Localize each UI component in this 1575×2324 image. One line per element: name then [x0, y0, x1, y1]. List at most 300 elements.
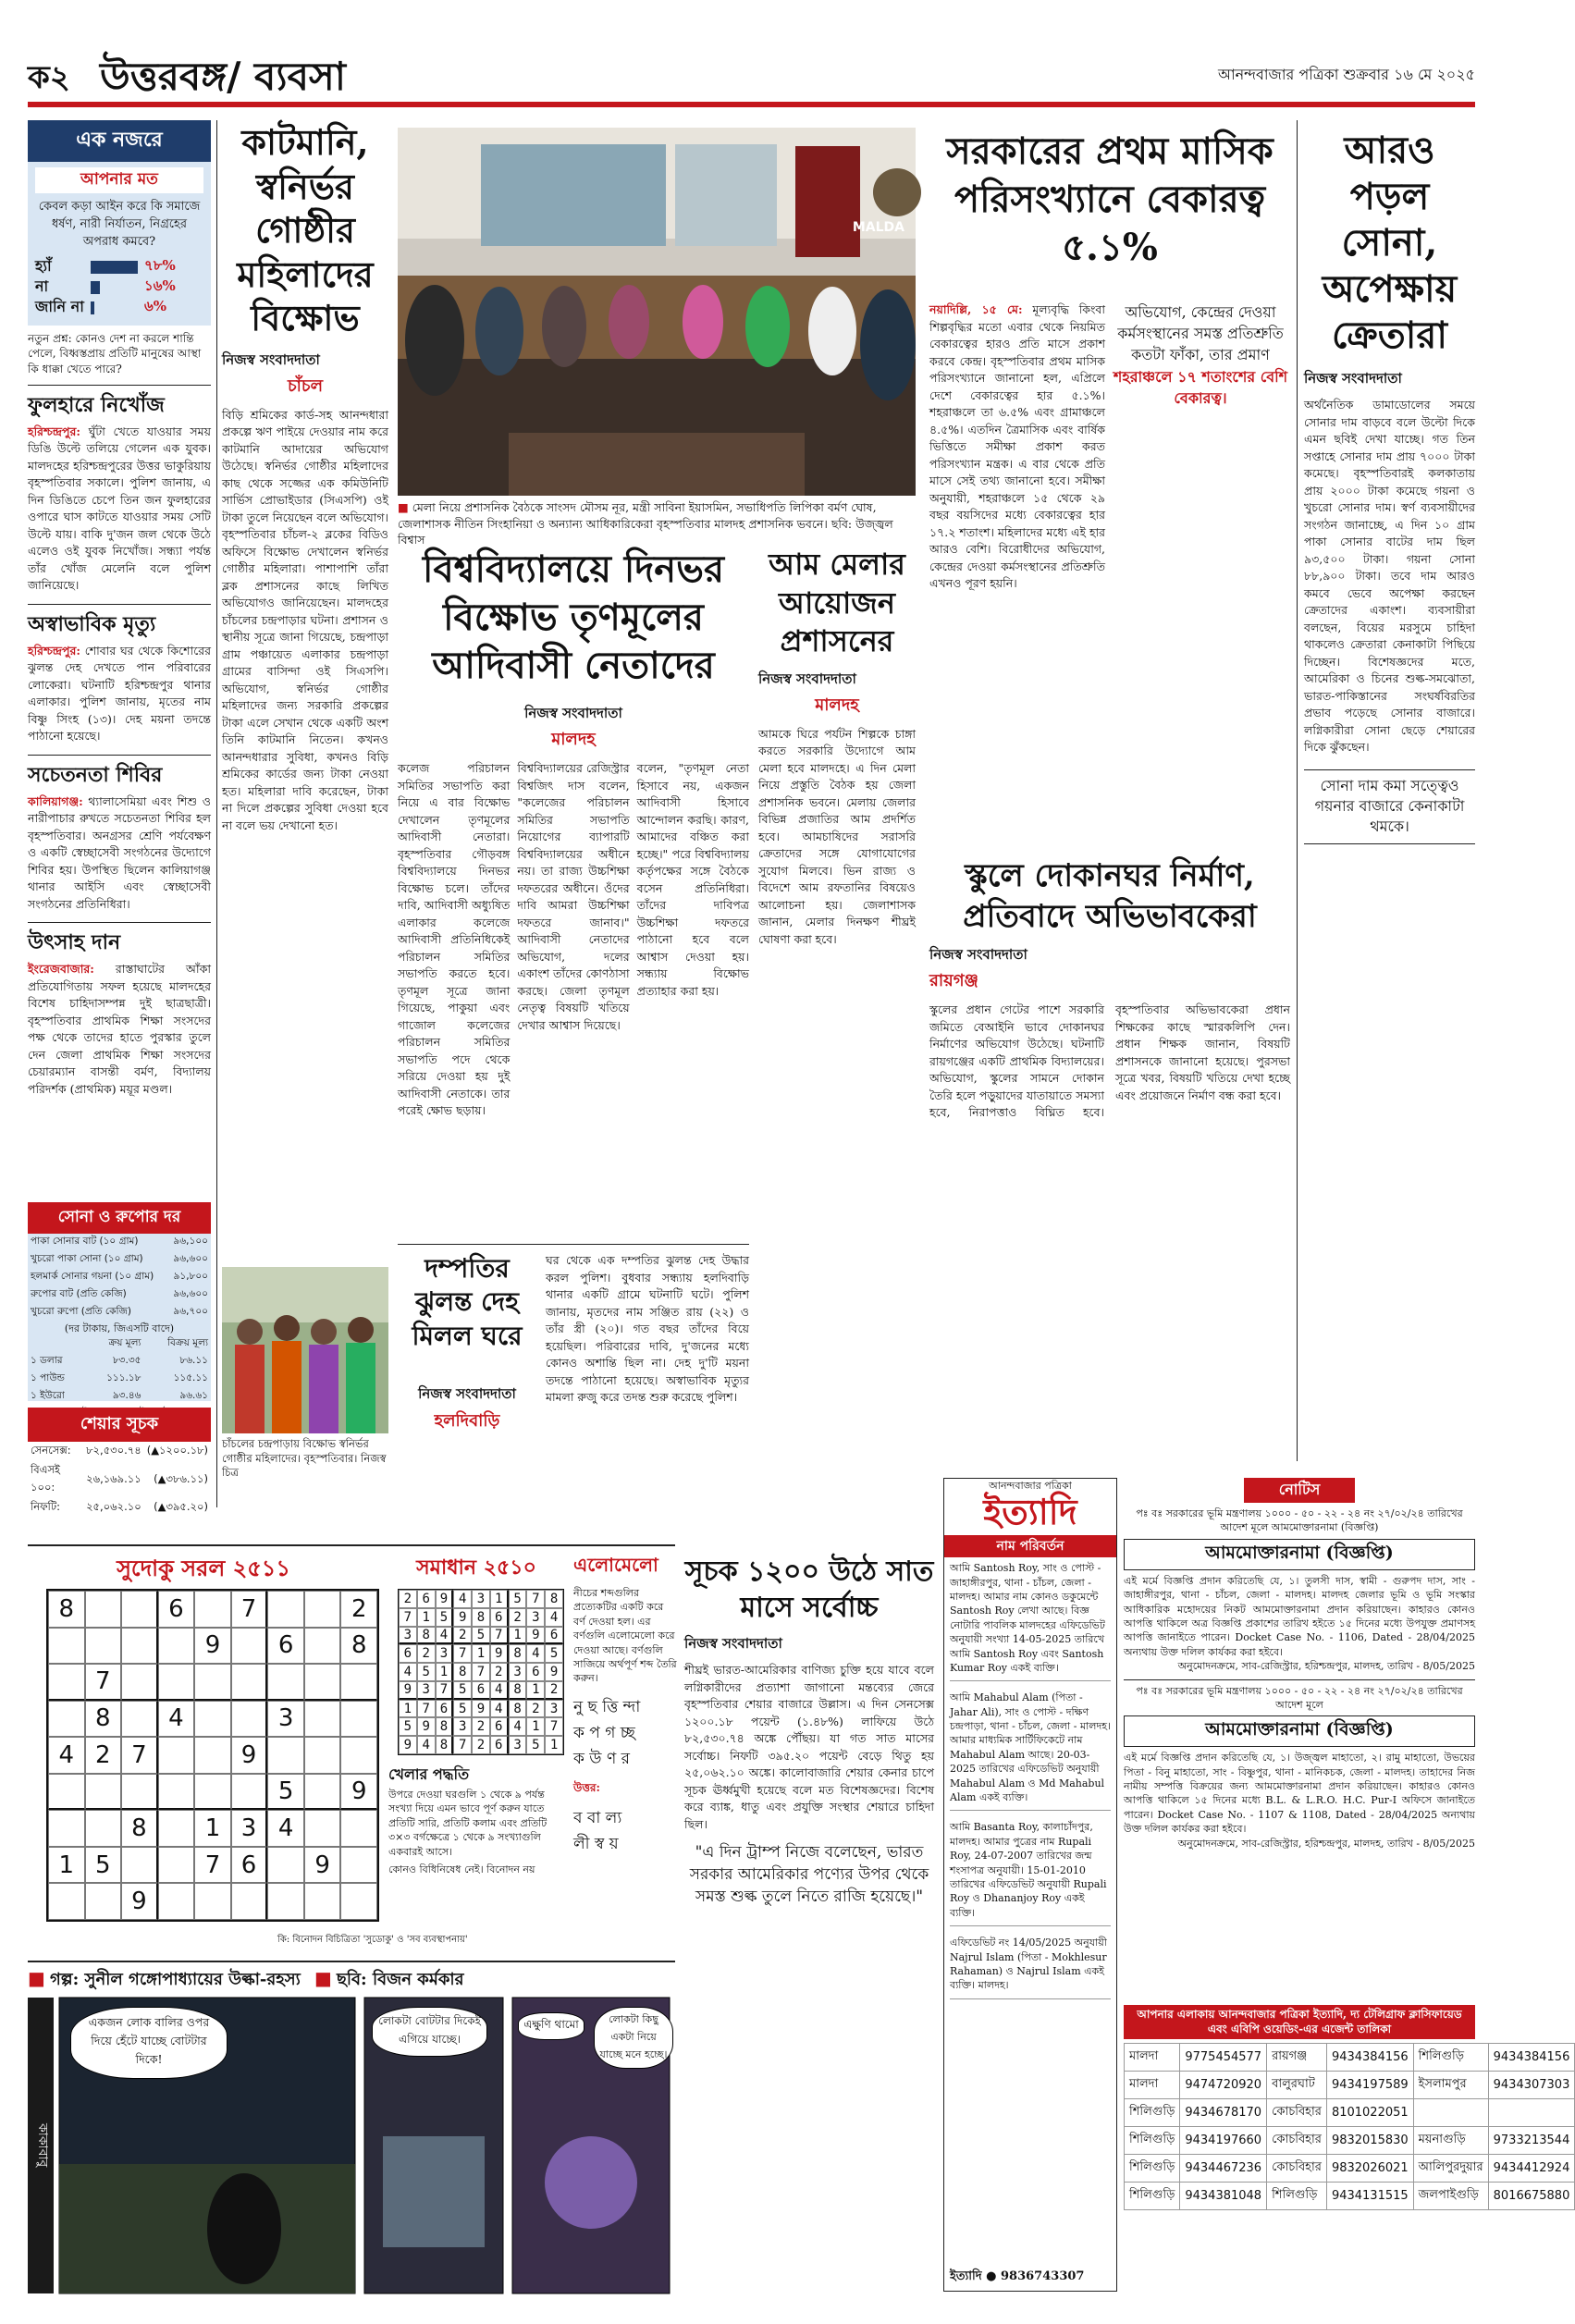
sudoku-cell: 6: [267, 1628, 304, 1665]
solution-cell: 7: [399, 1608, 417, 1627]
solution-cell: 9: [526, 1627, 545, 1645]
fx-row-cell: ১ পাউন্ড: [31, 1372, 65, 1384]
solution-cell: 5: [399, 1717, 417, 1736]
solution-cell: 5: [453, 1681, 472, 1700]
mango-dateline: মালদহ: [815, 695, 859, 715]
school-body: স্কুলের প্রধান গেটের পাশে সরকারি জমিতে বেআইনি ভাবে দোকানঘর নির্মাণের অভিযোগ উঠেছে। ঘটনাটি রায়গঞ্জের একটি প্রাথমিক বিদ্যালয়ের। অভিযোগ, স্কুলের সামনে দোকান তৈরি হলে পড়ুয়াদের যাতায়াতে সমস্যা হবে, নিরাপত্তাও বিঘ্নিত হবে। বৃহস্পতিবার অভিভাবকেরা প্রধান শিক্ষকের কাছে স্মারকলিপি দেন। প্রধান শিক্ষক জানান, বিষয়টি প্রশাসনকে জানানো হয়েছে। পুরসভা সূত্রে খবর, বিষয়টি খতিয়ে দেখা হচ্ছে এবং প্রয়োজনে নির্মাণ বন্ধ করা হবে।: [929, 1002, 1290, 1120]
poll-note: নতুন প্রশ্ন: কোনও দেশ না করলে শান্তি পেলে, বিধ্বস্তপ্রায় প্রতিটি মানুষের আস্থা কি ধাক্কা খেতে পারে?: [28, 331, 202, 376]
sudoku-cell: [304, 1774, 341, 1811]
sudoku-cell: [267, 1591, 304, 1628]
solution-grid: [398, 1589, 564, 1755]
share-row-cell: (▲১২০০.১৮): [146, 1444, 208, 1457]
sudoku-cell: [194, 1737, 231, 1774]
solution-cell: 9: [453, 1608, 472, 1627]
sudoku-cell: [158, 1847, 195, 1884]
malda-sign: MALDA: [852, 220, 904, 235]
share-row-cell: (▲৩৮৬.১১): [154, 1471, 208, 1485]
fx-header-row-cell: বিক্রয় মূল্য: [167, 1337, 208, 1349]
sudoku-cell: [85, 1810, 122, 1847]
contact-place: মালদা: [1125, 2072, 1180, 2099]
sensex-headline: সূচক ১২০০ উঠে সাত মাসে সর্বোচ্চ: [684, 1555, 934, 1624]
header-rule: [28, 102, 1475, 107]
contact-phone: [1488, 2099, 1575, 2127]
sudoku-cell: [194, 1664, 231, 1701]
notice-sign2: অনুমোদনক্রমে, সাব-রেজিস্ট্রার, হরিশ্চন্দ্রপুর, মালদহ, তারিখ - 8/05/2025: [1177, 1837, 1475, 1850]
sudoku-cell: 8: [85, 1701, 122, 1738]
hanging-story: [398, 1244, 749, 1494]
puzzle-rule: [28, 1544, 675, 1546]
gold-row: [28, 1251, 211, 1269]
sudoku-cell: 4: [267, 1810, 304, 1847]
share-row: [28, 1461, 211, 1498]
solution-title: সমাধান ২৫১০: [416, 1555, 536, 1580]
comic-header: ■ গল্প: সুনীল গঙ্গোপাধ্যায়ের উল্কা-রহস্য ■ ছবি: বিজন কর্মকার: [28, 1967, 464, 1989]
solution-cell: 1: [545, 1736, 563, 1754]
meeting-photo: [398, 128, 916, 496]
solution-cell: 8: [472, 1608, 490, 1627]
jumble-word: ব বা ল্য: [573, 1808, 622, 1827]
contacts-table: [1124, 2043, 1575, 2210]
sudoku-cell: 7: [85, 1664, 122, 1701]
sudoku-cell: [340, 1701, 377, 1738]
solution-cell: 1: [472, 1644, 490, 1663]
solution-cell: 6: [526, 1663, 545, 1681]
sudoku-cell: [158, 1774, 195, 1811]
sudoku-cell: 5: [267, 1774, 304, 1811]
solution-cell: 5: [417, 1663, 436, 1681]
solution-cell: 7: [526, 1590, 545, 1608]
solution-cell: 6: [490, 1608, 509, 1627]
contact-place: [1413, 2099, 1488, 2127]
solution-cell: 2: [545, 1681, 563, 1700]
sudoku-cell: [48, 1774, 85, 1811]
fx-row-cell: ৯৩.৪৬: [112, 1390, 142, 1402]
sudoku-cell: [85, 1591, 122, 1628]
notice-sub: আদেশ মূলে আমমোক্তারনামা (বিজ্ঞপ্তি): [1220, 1521, 1379, 1534]
sudoku-cell: [121, 1664, 158, 1701]
solution-cell: 6: [399, 1644, 417, 1663]
contact-phone: 9434467236: [1180, 2155, 1267, 2183]
solution-cell: 8: [509, 1681, 527, 1700]
brief-title: সচেতনতা শিবির: [28, 755, 211, 793]
brief-place: কালিয়াগঞ্জ:: [28, 793, 83, 808]
unemployment-pullquote: অভিযোগ, কেন্দ্রের দেওয়া কর্মসংস্থানের সমস্ত প্রতিশ্রুতি কতটা ফাঁকা, তার প্রমাণ: [1117, 303, 1284, 364]
unemployment-pullquote-red: শহরাঞ্চলে ১৭ শতাংশের বেশি বেকারত্ব।: [1113, 367, 1288, 407]
sudoku-cell: [85, 1628, 122, 1665]
solution-cell: 7: [453, 1736, 472, 1754]
contact-place: কোচবিহার: [1267, 2155, 1327, 2183]
contact-place: কোচবিহার: [1267, 2127, 1327, 2155]
solution-cell: 2: [509, 1608, 527, 1627]
contact-place: রায়গঞ্জ: [1267, 2044, 1327, 2072]
solution-cell: 3: [526, 1608, 545, 1627]
contact-phone: 9775454577: [1180, 2044, 1267, 2072]
solution-cell: 2: [453, 1627, 472, 1645]
sensex-byline: নিজস্ব সংবাদদাতা: [684, 1635, 782, 1652]
poll-bar: [91, 301, 94, 314]
contact-place: শিলিগুড়ি: [1125, 2127, 1180, 2155]
unemployment-body: মূল্যবৃদ্ধি কিংবা শিল্পবৃদ্ধির মতো এবার থেকে নিয়মিত বেকারত্বের হারও প্রতি মাসে প্রকাশ করবে কেন্দ্র। বৃহস্পতিবার প্রথম মাসিক পরিসংখ্যানে জানানো হল, এপ্রিলে দেশে বেকারত্বের হার ৫.১%। শহরাঞ্চলে তা ৬.৫% এবং গ্রামাঞ্চলে ৪.৫%। এতদিন ত্রৈমাসিক এবং বার্ষিক ভিত্তিতে সমীক্ষা প্রকাশ করত পরিসংখ্যান মন্ত্রক। এ বার থেকে প্রতি মাসে সেই তথ্য জানানো হবে। সমীক্ষা অনুযায়ী, শহরাঞ্চলে ১৫ থেকে ২৯ বছর বয়সিদের মধ্যে বেকারত্বের হার ১৭.২ শতাংশ। মহিলাদের মধ্যে এই হার আরও বেশি। বিরোধীদের অভিযোগ, কেন্দ্রের দেওয়া কর্মসংস্থানের প্রতিশ্রুতি এখনও পূরণ হয়নি।: [929, 302, 1106, 590]
solution-cell: 9: [399, 1736, 417, 1754]
sensex-body: শীঘ্রই ভারত-আমেরিকার বাণিজ্য চুক্তি হয়ে যাবে বলে লগ্নিকারীদের প্রত্যাশা জাগানো মন্তব্যের জেরে বৃহস্পতিবার শেয়ার বাজারে উল্লাস। এ দিন সেনসেক্স ১২০০.১৮ পয়েন্ট (১.৪৮%) লাফিয়ে উঠে ৮২,৫৩০.৭৪ অঙ্কে পৌঁছয়। যা গত সাত মাসের সর্বোচ্চ। নিফটি ৩৯৫.২০ পয়েন্ট বেড়ে থিতু হয় ২৫,০৬২.১০ অঙ্কে। কালোবাজারি শেয়ার কেনার চাপে সূচক ঊর্ধ্বমুখী হয়েছে বলে মত বিশেষজ্ঞদের। বিশেষ করে ব্যাঙ্ক, ধাতু এবং প্রযুক্তি সংস্থার শেয়ারে চাহিদা ছিল।: [684, 1663, 934, 1831]
rules-text: উপরে দেওয়া ঘরগুলি ১ থেকে ৯ পর্যন্ত সংখ্যা দিয়ে এমন ভাবে পূর্ণ করুন যাতে প্রতিটি সারি, প্রতিটি কলাম এবং প্রতিটি ৩×৩ বর্গক্ষেত্রে ১ থেকে ৯ সংখ্যাগুলি একবারই আসে।: [388, 1789, 548, 1858]
fx-row-cell: ১১৫.১১: [173, 1372, 208, 1384]
poll-option-label: না: [35, 277, 49, 296]
sudoku-cell: [158, 1737, 195, 1774]
contact-phone: 9832015830: [1326, 2127, 1413, 2155]
sudoku-cell: [304, 1737, 341, 1774]
brief-text: ঘুঁটা খেতে যাওয়ার সময় ডিঙি উল্টে তলিয়ে গেলেন এক যুবক। মালদহের হরিশ্চন্দ্রপুরের উত্তর ভাকুরিয়ায় বৃহস্পতিবার সকালে। পুলিশ জানায়, এ দিন ডিঙিতে চেপে তিন জন ফুলহারের ওপারে ঘাস কাটতে যাওয়ার সময় সেটি উল্টে যায়। বাকি দু'জন জল থেকে উঠে এলেও ওই যুবক নিখোঁজ। সন্ধ্যা পর্যন্ত তাঁর খোঁজ মেলেনি বলে পুলিশ জানিয়েছে।: [28, 424, 211, 593]
contact-phone: 9434307303: [1488, 2072, 1575, 2099]
solution-cell: 9: [472, 1700, 490, 1718]
tmc-col2: বিশ্ববিদ্যালয়ের রেজিস্ট্রার বিশ্বজিৎ দাস বলেন, "কলেজের পরিচালন সমিতির সভাপতি নিয়োগের ব্যাপারটি বিশ্ববিদ্যালয়ের অধীনে নয়। তা রাজ্য উচ্চশিক্ষা দফতরের অধীনে। ওঁদের দাবি আমরা উচ্চশিক্ষা দফতরে জানাব।" আদিবাসী নেতাদের অভিযোগ, দলের একাংশ তাঁদের কোণঠাসা করছে। জেলা তৃণমূল নেতৃত্ব বিষয়টি খতিয়ে দেখার আশ্বাস দিয়েছে।: [517, 761, 630, 1032]
contact-place: শিলিগুড়ি: [1125, 2183, 1180, 2210]
fx-header-row: [28, 1335, 211, 1353]
jumble-answer-label: উত্তর:: [573, 1780, 600, 1794]
gold-rates-table: [28, 1234, 211, 1322]
lead-body: বিড়ি শ্রমিকের কার্ড-সহ আনন্দধারা প্রকল্পে ঋণ পাইয়ে দেওয়ার নাম করে কাটমানি আদায়ের অভিযোগ উঠেছে। স্বনির্ভর গোষ্ঠীর মহিলাদের কাছ থেকে সজ্জের এক কমিউনিটি সার্ভিস প্রোভাইডার (সিএসপি) ওই টাকা তুলে নিয়েছেন বলে অভিযোগ। বৃহস্পতিবার চাঁচল-২ ব্লকের বিডিও অফিসে বিক্ষোভ দেখালেন স্বনির্ভর গোষ্ঠীর মহিলারা। পাশাপাশি তাঁরা ব্লক প্রশাসনের কাছে লিখিত অভিযোগও জানিয়েছেন। মালদহের চাঁচলের চন্দ্রপাড়ার ঘটনা। প্রশাসন ও স্থানীয় সূত্রে জানা গিয়েছে, চন্দ্রপাড়া গ্রাম পঞ্চায়েত এলাকার চন্দ্রপাড়া গ্রামের বাসিন্দা ওই সিএসপি। অভিযোগ, স্বনির্ভর গোষ্ঠীর মহিলাদের জন্য সরকারি প্রকল্পের টাকা এলে সেখান থেকে একটি অংশ তিনি কাটমানি নিতেন। কখনও আনন্দধারার সুবিধা, কখনও বিড়ি শ্রমিকের কার্ডের জন্য টাকা নেওয়া হত। মহিলারা দাবি করেছেন, টাকা না দিলে প্রকল্পের সুবিধা দেওয়া হবে না বলে ভয় দেখানো হত।: [222, 407, 388, 832]
solution-cell: 4: [490, 1700, 509, 1718]
solution-cell: 7: [453, 1644, 472, 1663]
sudoku-title: সুদোকু সরল ২৫১১: [117, 1555, 290, 1581]
caption-text: মেলা নিয়ে প্রশাসনিক বৈঠকে সাংসদ মৌসম নূর, মন্ত্রী সাবিনা ইয়াসমিন, সভাধিপতি লিপিকা বর্মণ ঘোষ, জেলাশাসক নীতিন সিংহানিয়া ও অন্যান্য আধিকারিকেরা বৃহস্পতিবার মালদহ প্রশাসনিক ভবনে। ছবি: উজ্জ্বল বিশ্বাস: [398, 500, 893, 547]
comic-strip: [28, 1998, 675, 2293]
sudoku-cell: 5: [85, 1847, 122, 1884]
solution-cell: 5: [545, 1644, 563, 1663]
sudoku-cell: 8: [48, 1591, 85, 1628]
sudoku-cell: [231, 1701, 268, 1738]
hanging-body: ঘর থেকে এক দম্পতির ঝুলন্ত দেহ উদ্ধার করল পুলিশ। বুধবার সন্ধ্যায় হলদিবাড়ি থানার একটি গ্রামে ঘটনাটি ঘটে। পুলিশ জানায়, মৃতদের নাম সঞ্জিত রায় (২২) ও তাঁর স্ত্রী (২০)। গত বছর তাঁদের বিয়ে হয়েছিল। পরিবারের দাবি, দু'জনের মধ্যে কোনও অশান্তি ছিল না। দেহ দু'টি ময়না তদন্তে পাঠানো হয়েছে। অস্বাভাবিক মৃত্যুর মামলা রুজু করে তদন্ত শুরু করেছে পুলিশ।: [546, 1253, 749, 1404]
jumble: [573, 1552, 677, 1940]
school-dateline: রায়গঞ্জ: [929, 971, 978, 991]
contact-row: [1125, 2155, 1575, 2183]
solution-cell: 8: [436, 1736, 454, 1754]
sudoku-cell: [158, 1628, 195, 1665]
contacts-title: আপনার এলাকায় আনন্দবাজার পত্রিকা ইত্যাদি, দ্য টেলিগ্রাফ ক্লাসিফায়েড এবং এবিপি ওয়েডিং-এর এজেন্ট তালিকা: [1124, 2005, 1475, 2039]
solution-cell: 8: [453, 1663, 472, 1681]
sudoku-cell: 1: [48, 1847, 85, 1884]
sudoku-cell: 8: [121, 1810, 158, 1847]
unemployment-story: [929, 301, 1290, 847]
school-headline: স্কুলে দোকানঘর নির্মাণ, প্রতিবাদে অভিভাবকেরা: [963, 857, 1257, 936]
mango-body: আমকে ঘিরে পর্যটন শিল্পকে চাঙ্গা করতে সরকারি উদ্যোগে আম মেলা হবে মালদহে। এ দিন মেলা নিয়ে প্রস্তুতি বৈঠক হয় জেলা প্রশাসনিক ভবনে। মেলায় জেলার বিভিন্ন প্রজাতির আম প্রদর্শিত হবে। আমচাষিদের সরাসরি ক্রেতাদের সঙ্গে যোগাযোগের সুযোগ মিলবে। ভিন রাজ্য ও বিদেশে আম রফতানির বিষয়েও আলোচনা হয়। জেলাশাসক জানান, মেলার দিনক্ষণ শীঘ্রই ঘোষণা করা হবে।: [758, 726, 916, 946]
contact-phone: 9733213544: [1488, 2127, 1575, 2155]
solution-cell: 4: [399, 1663, 417, 1681]
solution-cell: 1: [490, 1590, 509, 1608]
share-row: [28, 1442, 211, 1461]
poll-bar: [91, 261, 138, 274]
mango-byline: নিজস্ব সংবাদদাতা: [758, 670, 856, 687]
school-byline: নিজস্ব সংবাদদাতা: [929, 946, 1027, 964]
sudoku-cell: 6: [231, 1847, 268, 1884]
solution-cell: 9: [545, 1663, 563, 1681]
unemployment-headline: সরকারের প্রথম মাসিক পরিসংখ্যানে বেকারত্ব ৫.১%: [946, 129, 1274, 269]
sudoku-cell: [340, 1664, 377, 1701]
solution-cell: 3: [509, 1663, 527, 1681]
fx-row: [28, 1353, 211, 1371]
fx-header-row-cell: ক্রয় মূল্য: [108, 1337, 142, 1349]
contact-row: [1125, 2099, 1575, 2127]
solution-cell: 4: [436, 1627, 454, 1645]
solution-cell: 7: [472, 1663, 490, 1681]
fx-row-cell: ৯৬.৬১: [179, 1390, 208, 1402]
sudoku-cell: [267, 1883, 304, 1920]
sudoku-cell: [231, 1774, 268, 1811]
contact-phone: 8101022051: [1326, 2099, 1413, 2127]
gold-row-cell: ৯৬,৭০০: [173, 1306, 208, 1317]
sudoku-credit: কি: বিনোদন বিচিত্রিতা 'সুডোকু' ও 'সব ব্যবস্থাপনায়': [277, 1935, 468, 1945]
solution-cell: 6: [490, 1736, 509, 1754]
mango-story: [758, 546, 916, 1470]
gold-row-cell: রুপোর বাট (প্রতি কেজি): [31, 1288, 127, 1299]
gold-row-cell: ৯৬,৬০০: [173, 1253, 208, 1264]
solution-cell: 1: [526, 1681, 545, 1700]
gold-row-cell: পাকা সোনার বাট (১০ গ্রাম): [31, 1236, 139, 1247]
poll-option-label: হ্যাঁ: [35, 257, 52, 276]
solution-cell: 1: [399, 1700, 417, 1718]
contact-row: [1125, 2127, 1575, 2155]
solution-cell: 7: [436, 1681, 454, 1700]
solution-cell: 1: [436, 1663, 454, 1681]
sudoku-cell: [304, 1810, 341, 1847]
sudoku-cell: [304, 1701, 341, 1738]
sudoku-cell: [194, 1774, 231, 1811]
solution-cell: 9: [399, 1681, 417, 1700]
notice-block: [1124, 1478, 1475, 1996]
contact-place: শিলিগুড়ি: [1413, 2044, 1488, 2072]
share-row-cell: (▲৩৯৫.২০): [154, 1500, 208, 1513]
solution-cell: 2: [526, 1700, 545, 1718]
solution-cell: 5: [472, 1627, 490, 1645]
solution-cell: 6: [417, 1590, 436, 1608]
page-header: [28, 44, 1475, 100]
notice-text2: এই মর্মে বিজ্ঞপ্তি প্রদান করিতেছি যে, ১। উজ্জ্বল মাহাতো, ২। রামু মাহাতো, উভয়ের পিতা - বিনু মাহাতো, সাং - বিষ্ণুপুর, থানা - মানিকচক, জেলা - মালদহ। তাহাদের নিজ নামীয় সম্পত্তি বিক্রয়ের জন্য আমমোক্তারনামা প্রদান করিয়াছেন। কাহারও কোনও আপত্তি থাকিলে ১৫ দিনের মধ্যে B.L. & L.R.O. H.C. Pur-I অফিসে জানাইতে পারেন। Docket Case No. - 1107 & 1108, Dated - 28/04/2025 অন্যথায় উক্ত দলিল কার্যকর করা হইবে।: [1124, 1752, 1475, 1836]
solution-cell: 7: [545, 1717, 563, 1736]
comic-side-label: [28, 1998, 54, 2293]
solution-cell: 4: [545, 1608, 563, 1627]
solution-cell: 6: [472, 1681, 490, 1700]
solution-cell: 4: [509, 1717, 527, 1736]
lead-dateline: চাঁচল: [287, 375, 324, 396]
section-title: উত্তরবঙ্গ/ ব্যবসা: [100, 54, 346, 99]
solution-cell: 9: [436, 1590, 454, 1608]
sudoku-cell: 9: [304, 1847, 341, 1884]
sensex-quote: "এ দিন ট্রাম্প নিজে বলেছেন, ভারত সরকার আমেরিকার পণ্যের উপর থেকে সমস্ত শুল্ক তুলে নিতে রাজি হয়েছে।": [689, 1843, 929, 1906]
mango-headline: আম মেলার আয়োজন প্রশাসনের: [769, 547, 905, 659]
sudoku-cell: [340, 1810, 377, 1847]
protest-photo: [222, 1267, 388, 1433]
gold-rates-box: [28, 1202, 211, 1401]
fx-row-cell: ৮৩.৩৫: [112, 1355, 142, 1367]
ityadi-title: ইত্যাদি: [983, 1491, 1077, 1533]
sudoku-cell: [194, 1883, 231, 1920]
fx-row-cell: ১ ডলার: [31, 1355, 63, 1367]
sudoku-cell: 1: [194, 1810, 231, 1847]
solution-cell: 2: [417, 1644, 436, 1663]
fx-row-cell: ৮৬.১১: [179, 1355, 208, 1367]
brief-text: রাস্তাঘাটের আঁকা প্রতিযোগিতায় সফল হয়েছে মালদহের বিশেষ চাহিদাসম্পন্ন দুই ছাত্রছাত্রী। বৃহস্পতিবার প্রাথমিক শিক্ষা সংসদের পক্ষ থেকে তাদের হাতে পুরস্কার তুলে দেন জেলা প্রাথমিক শিক্ষা সংসদের চেয়ারম্যান বাসন্তী বর্মণ, বিদ্যালয় পরিদর্শক (প্রাথমিক) ময়ূর মণ্ডল।: [28, 962, 211, 1096]
poll-option-value: ৭৮%: [144, 257, 176, 275]
sudoku-cell: [48, 1664, 85, 1701]
sudoku-cell: [340, 1847, 377, 1884]
jumble-intro: নীচের শব্দগুলির প্রত্যেকটির একটি করে বর্ণ দেওয়া হল। এর বর্ণগুলি এলোমেলো করে দেওয়া আছে। বর্ণগুলি সাজিয়ে অর্থপূর্ণ শব্দ তৈরি করুন।: [573, 1587, 677, 1685]
sudoku-cell: [158, 1883, 195, 1920]
brief-title: ফুলহারে নিখোঁজ: [28, 385, 211, 424]
sudoku-cell: 7: [194, 1847, 231, 1884]
masthead-date: আনন্দবাজার পত্রিকা শুক্রবার ১৬ মে ২০২৫: [1217, 66, 1475, 83]
poll-bar: [91, 281, 100, 294]
fx-row: [28, 1388, 211, 1406]
sudoku-cell: [121, 1774, 158, 1811]
solution-cell: 2: [490, 1663, 509, 1681]
sudoku-cell: [121, 1701, 158, 1738]
sudoku-cell: [304, 1591, 341, 1628]
sudoku-cell: [304, 1628, 341, 1665]
news-brief: [28, 922, 211, 1098]
contact-phone: 9434197660: [1180, 2127, 1267, 2155]
fx-table: [28, 1335, 211, 1406]
sudoku-cell: 9: [121, 1883, 158, 1920]
solution-cell: 3: [436, 1644, 454, 1663]
unemployment-dateline: নয়াদিল্লি, ১৫ মে:: [929, 302, 1023, 316]
contact-place: শিলিগুড়ি: [1125, 2099, 1180, 2127]
sudoku-cell: 7: [121, 1737, 158, 1774]
sudoku-cell: 2: [85, 1737, 122, 1774]
brief-place: ইংরেজবাজার:: [28, 962, 94, 977]
solution-cell: 2: [472, 1736, 490, 1754]
contact-phone: 9434384156: [1488, 2044, 1575, 2072]
jumble-word: লী স্ব য়: [573, 1834, 619, 1853]
comic-story: গল্প: সুনীল গঙ্গোপাধ্যায়ের উল্কা-রহস্য: [50, 1970, 301, 1989]
comic-side-text: কাকাবাবু: [35, 2123, 50, 2168]
protest-photo-image: [222, 1267, 388, 1433]
rules-title: খেলার পদ্ধতি: [388, 1765, 470, 1783]
share-index-box: [28, 1408, 211, 1513]
solution-cell: 5: [453, 1700, 472, 1718]
rules-box: [388, 1763, 564, 1929]
sudoku-cell: 9: [231, 1737, 268, 1774]
contact-place: জলপাইগুড়ি: [1413, 2183, 1488, 2210]
sudoku-cell: 9: [340, 1774, 377, 1811]
comic-artist: ছবি: বিজন কর্মকার: [336, 1970, 464, 1989]
meeting-photo-caption: ■ মেলা নিয়ে প্রশাসনিক বৈঠকে সাংসদ মৌসম নূর, মন্ত্রী সাবিনা ইয়াসমিন, সভাধিপতি লিপিকা বর্মণ ঘোষ, জেলাশাসক নীতিন সিংহানিয়া ও অন্যান্য আধিকারিকেরা বৃহস্পতিবার মালদহ প্রশাসনিক ভবনে। ছবি: উজ্জ্বল বিশ্বাস: [398, 500, 893, 547]
share-title: শেয়ার সূচক: [28, 1408, 211, 1442]
solution-cell: 1: [526, 1717, 545, 1736]
tmc-col3: বলেন, "তৃণমূল নেতা হিসাবে নয়, একজন আদিবাসী হিসাবে আন্দোলন করছি। কারণ, আমাদের বঞ্চিত করা হচ্ছে।" পরে বিশ্ববিদ্যালয় কর্তৃপক্ষের সঙ্গে বৈঠকে বসেন প্রতিনিধিরা। তাঁদের দাবিপত্র উচ্চশিক্ষা দফতরে পাঠানো হবে বলে আশ্বাস দেওয়া হয়। সন্ধ্যায় বিক্ষোভ প্রত্যাহার করা হয়।: [636, 761, 749, 998]
fx-row-cell: ১ ইউরো: [31, 1390, 65, 1402]
solution-cell: 3: [417, 1681, 436, 1700]
sudoku-cell: [267, 1847, 304, 1884]
sudoku-cell: [48, 1628, 85, 1665]
share-row: [28, 1498, 211, 1518]
comic-rule: [28, 1961, 675, 1962]
lead-byline: নিজস্ব সংবাদদাতা: [222, 350, 320, 368]
sudoku-cell: [48, 1883, 85, 1920]
gold-headline: আরও পড়ল সোনা, অপেক্ষায় ক্রেতারা: [1322, 129, 1458, 357]
notice-box-title2: আমমোক্তারনামা (বিজ্ঞপ্তি): [1124, 1715, 1475, 1747]
sudoku-cell: [85, 1883, 122, 1920]
gold-row: [28, 1234, 211, 1251]
jumble-word: ক প গ চ্ছ: [573, 1723, 635, 1742]
comic-bubble: একজন লোক বালির ওপর দিয়ে হেঁটে যাচ্ছে বোটটার দিকে!: [70, 2007, 228, 2079]
gold-story: [1304, 128, 1475, 1469]
lead-headline: কাটমানি, স্বনির্ভর গোষ্ঠীর মহিলাদের বিক্ষোভ: [237, 121, 374, 338]
ityadi-entry: আমি Santosh Roy, সাং ও পোস্ট - জাহাঙ্গীরপুর, থানা - চাঁচল, জেলা - মালদহ। আমার নাম কোনও ডকুমেন্টে Santosh Roy লেখা আছে। বিজ্ঞ নোটারি পাবলিক মালদহের এফিডেভিট অনুযায়ী সংখ্যা 14-05-2025 তারিখে আমি Santosh Roy এবং Santosh Kumar Roy একই ব্যক্তি।: [950, 1561, 1111, 1681]
share-row-cell: ২৬,১৬৯.১১: [86, 1471, 142, 1485]
solution-cell: 3: [399, 1627, 417, 1645]
sudoku-cell: [194, 1591, 231, 1628]
poll-box: [28, 162, 211, 326]
sudoku-cell: [231, 1664, 268, 1701]
notice-line2: পঃ বঃ সরকারের ভূমি মন্ত্রণালয় ১০০০ - ৫০ - ২২ - ২৪ নং ২৭/০২/২৪ তারিখের আদেশ মূলে: [1124, 1679, 1475, 1713]
gold-note: (দর টাকায়, জিএসটি বাদে): [64, 1322, 175, 1334]
comic-bubble: এক্ষুণি থামো: [518, 2012, 584, 2040]
contact-place: মালদা: [1125, 2044, 1180, 2072]
contact-place: ইসলামপুর: [1413, 2072, 1488, 2099]
hanging-byline: নিজস্ব সংবাদদাতা: [418, 1385, 516, 1402]
gold-row-cell: ৯৬,১০০: [173, 1236, 208, 1247]
gold-byline: নিজস্ব সংবাদদাতা: [1304, 370, 1402, 387]
news-brief: [28, 755, 211, 914]
brief-title: উৎসাহ দান: [28, 922, 211, 961]
contact-place: শিলিগুড়ি: [1267, 2183, 1327, 2210]
solution-cell: 4: [417, 1736, 436, 1754]
sudoku-cell: 8: [340, 1628, 377, 1665]
contact-row: [1125, 2044, 1575, 2072]
news-brief: [28, 604, 211, 745]
sudoku-cell: [121, 1847, 158, 1884]
solution-cell: 4: [526, 1644, 545, 1663]
sudoku-cell: [121, 1628, 158, 1665]
sudoku-cell: 2: [340, 1591, 377, 1628]
solution-cell: 2: [472, 1717, 490, 1736]
solution-cell: 7: [417, 1700, 436, 1718]
sudoku-cell: 7: [231, 1591, 268, 1628]
solution-cell: 3: [545, 1700, 563, 1718]
brief-place: হরিশ্চন্দ্রপুর:: [28, 424, 81, 438]
share-row-cell: সেনসেক্স:: [31, 1444, 71, 1457]
sudoku-cell: [340, 1737, 377, 1774]
school-story: [929, 855, 1290, 1336]
tmc-dateline: মালদহ: [551, 730, 596, 749]
contact-place: শিলিগুড়ি: [1125, 2155, 1180, 2183]
solution-cell: 8: [545, 1590, 563, 1608]
brief-title: অস্বাভাবিক মৃত্যু: [28, 604, 211, 643]
fx-row-cell: ১১১.১৮: [106, 1372, 142, 1384]
page-number: ক২: [28, 59, 70, 96]
gold-row-cell: হলমার্ক সোনার গয়না (১০ গ্রাম): [31, 1271, 154, 1282]
poll-question: কেবল কড়া আইন করে কি সমাজে ধর্ষণ, নারী নির্যাতন, নিগ্রহের অপরাধ কমবে?: [38, 200, 201, 249]
sudoku-cell: [48, 1701, 85, 1738]
sudoku-cell: [85, 1774, 122, 1811]
contact-phone: 9434131515: [1326, 2183, 1413, 2210]
hanging-dateline: হলদিবাড়ি: [434, 1411, 500, 1431]
tmc-story-headline: বিশ্ববিদ্যালয়ে দিনভর বিক্ষোভ তৃণমূলের আদিবাসী নেতাদের: [423, 547, 724, 687]
gold-pullquote: সোনা দাম কমা সত্ত্বেও গয়নার বাজারে কেনাকাটা থমকে।: [1304, 769, 1475, 844]
tmc-byline: নিজস্ব সংবাদদাতা: [524, 705, 622, 721]
solution-cell: 6: [545, 1627, 563, 1645]
agent-contacts: [1124, 2005, 1570, 2292]
sudoku-cell: [158, 1664, 195, 1701]
sudoku-cell: [304, 1664, 341, 1701]
ityadi-entry: এফিডেভিট নং 14/05/2025 অনুযায়ী Najrul Islam (পিতা - Mokhlesur Rahaman) ও Najrul Islam একই ব্যক্তি। মালদহ।: [950, 1936, 1111, 1999]
solution-cell: 8: [509, 1644, 527, 1663]
poll-option-dontknow: [35, 298, 203, 318]
ityadi-footer: ইত্যাদি ● 9836743307: [950, 2269, 1085, 2283]
sudoku-grid: [46, 1589, 379, 1922]
ek-nojore-banner: এক নজরে: [28, 120, 211, 162]
solution-cell: 1: [509, 1627, 527, 1645]
